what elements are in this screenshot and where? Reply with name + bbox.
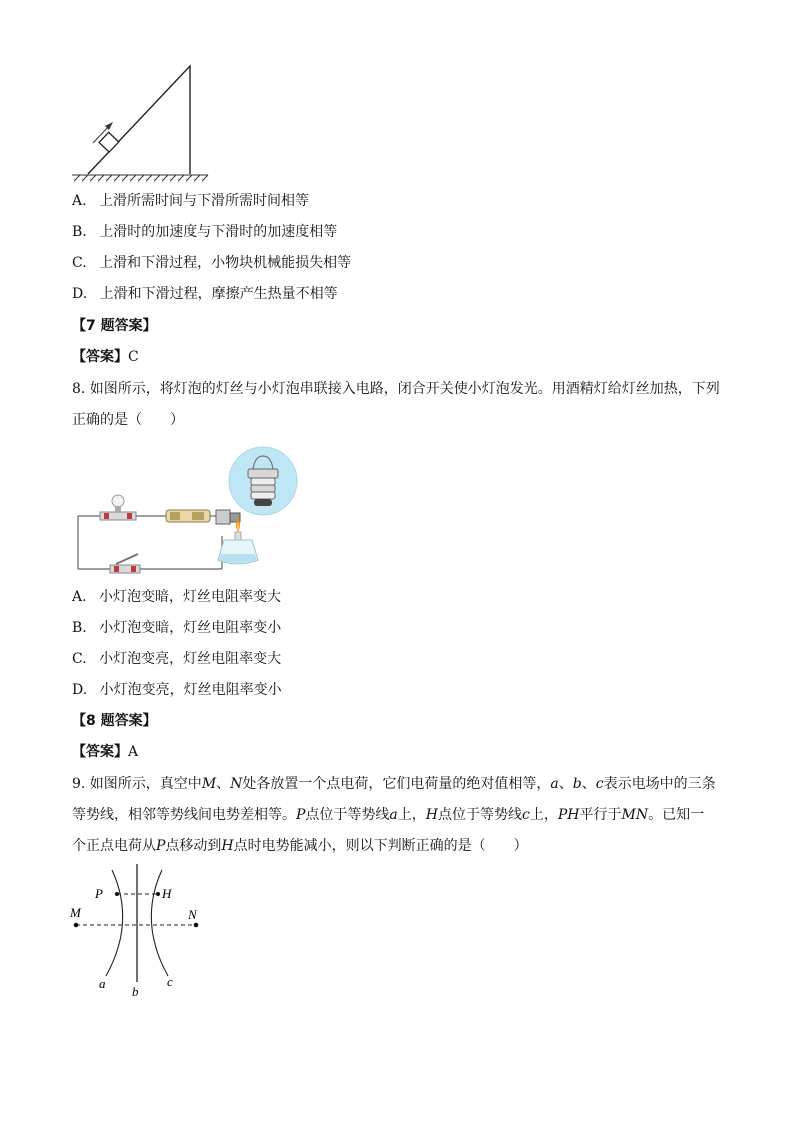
q8-option-d[interactable]: D. 小灯泡变亮，灯丝电阻率变小 xyxy=(72,682,282,698)
q8-stem-line-2: 正确的是（ ） xyxy=(72,412,184,428)
q8-answer-heading: 【8 题答案】 xyxy=(72,713,157,729)
label-n: N xyxy=(188,907,197,922)
ground-hatch xyxy=(72,175,208,181)
label-b: b xyxy=(132,984,139,999)
q9-stem-line-3: 个正点电荷从P点移动到H点时电势能减小，则以下判断正确的是（ ） xyxy=(72,838,528,854)
equipotential-figure xyxy=(66,862,216,1000)
label-p: P xyxy=(95,886,103,901)
answer-value: A xyxy=(128,744,139,760)
label-m: M xyxy=(70,905,81,920)
small-bulb-icon xyxy=(100,495,136,520)
q9-stem-line-2: 等势线，相邻等势线间电势差相等。P点位于等势线a上，H点位于等势线c上，PH平行于MN。已知一 xyxy=(72,807,705,823)
switch-icon xyxy=(110,554,140,573)
point-h xyxy=(156,892,160,896)
label-c: c xyxy=(167,974,173,989)
answer-label: 【答案】 xyxy=(72,744,128,760)
charge-n xyxy=(194,923,199,928)
charge-m xyxy=(74,923,79,928)
answer-label: 【答案】 xyxy=(72,349,128,365)
label-h: H xyxy=(162,886,172,901)
q8-answer xyxy=(72,742,138,762)
q7-option-c[interactable]: C. 上滑和下滑过程，小物块机械能损失相等 xyxy=(72,255,352,271)
q7-option-d[interactable]: D. 上滑和下滑过程，摩擦产生热量不相等 xyxy=(72,286,338,302)
circuit-figure xyxy=(70,438,300,578)
circuit-wires xyxy=(78,516,222,569)
answer-value: C xyxy=(128,349,139,365)
alcohol-lamp-icon xyxy=(218,518,258,564)
q7-answer xyxy=(72,347,139,367)
q8-option-b[interactable]: B. 小灯泡变暗，灯丝电阻率变小 xyxy=(72,620,282,636)
q7-option-b[interactable]: B. 上滑时的加速度与下滑时的加速度相等 xyxy=(72,224,338,240)
q8-option-a[interactable]: A. 小灯泡变暗，灯丝电阻率变大 xyxy=(72,589,282,605)
label-a: a xyxy=(99,976,106,991)
incline-figure xyxy=(70,60,210,184)
q9-stem-line-1: 9. 如图所示，真空中M、N处各放置一个点电荷，它们电荷量的绝对值相等，a、b、c表示电场中的三条 xyxy=(72,776,716,792)
block xyxy=(99,132,119,152)
q8-option-c[interactable]: C. 小灯泡变亮，灯丝电阻率变大 xyxy=(72,651,282,667)
equipotential-line-a xyxy=(106,870,123,976)
incline-wedge xyxy=(88,66,190,174)
point-p xyxy=(115,892,119,896)
battery-icon xyxy=(166,510,210,522)
q7-answer-heading: 【7 题答案】 xyxy=(72,318,157,334)
q7-option-a[interactable]: A. 上滑所需时间与下滑所需时间相等 xyxy=(72,193,310,209)
q8-stem-line-1: 8. 如图所示，将灯泡的灯丝与小灯泡串联接入电路，闭合开关使小灯泡发光。用酒精灯给灯丝加热，下列 xyxy=(72,381,720,397)
